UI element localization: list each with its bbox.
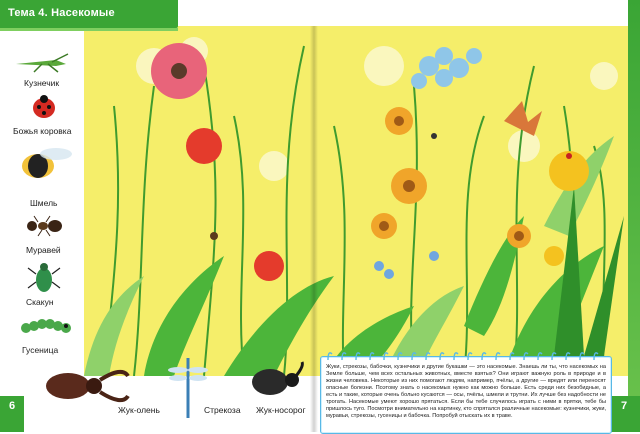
left-page-number: 6	[9, 400, 16, 412]
notebook-spiral	[320, 348, 610, 360]
sidebar-label-tiger-beetle: Скакун	[26, 297, 54, 307]
tiger-beetle-icon	[24, 260, 64, 294]
right-page-border	[628, 0, 640, 432]
bumblebee-icon	[16, 140, 76, 190]
bottom-label-rhino-beetle: Жук-носорог	[256, 405, 306, 415]
page-title: Тема 4. Насекомые	[8, 7, 115, 19]
dragonfly-icon	[168, 352, 208, 422]
rhino-beetle-icon	[244, 360, 308, 400]
page-fold	[310, 26, 318, 432]
meadow-illustration	[84, 26, 628, 376]
sidebar-label-ant: Муравей	[26, 245, 61, 255]
bottom-label-dragonfly: Стрекоза	[204, 405, 241, 415]
intro-paragraph: Жуки, стрекозы, бабочки, кузнечики и другие букашки — это насекомые. Знаешь ли ты, что насекомых на Земле больше, чем всех остальных животных, вместе взятых? Они играют важную роль в природе и в жизни человека. Некоторые из них помогают людям, например, пчёлы, а другие — вредят или переносят опасные болезни. Поэтому знать о насекомых нужно как можно больше. Есть среди них безобидные, а есть и такие, которые очень больно кусаются — осы, пчёлы, шмели и трутни. Их лучше без надобности не трогать. Насекомые умеют хорошо прятаться. Если бы тебе случилось играть с ними в прятки, тебе бы пришлось туго. Посмотри внимательно на картинку, кто спрятался различные насекомые: кузнечики, жуки, муравьи, стрекозы, гусеницы и бабочка. Попробуй отыскать их в траве.	[326, 364, 606, 419]
right-page-corner	[611, 396, 640, 432]
bottom-label-stag-beetle: Жук-олень	[118, 405, 160, 415]
stag-beetle-icon	[32, 362, 132, 408]
sidebar-label-ladybug: Божья коровка	[13, 126, 72, 136]
sidebar-label-bumblebee: Шмель	[30, 198, 58, 208]
grasshopper-icon	[12, 50, 72, 74]
caterpillar-icon	[18, 314, 74, 336]
sidebar-label-caterpillar: Гусеница	[22, 345, 59, 355]
right-page-number: 7	[621, 400, 628, 412]
left-page-corner	[0, 396, 24, 432]
ladybug-icon	[30, 94, 58, 120]
meadow-drawing	[84, 26, 628, 376]
topic-banner	[0, 0, 178, 28]
banner-underline	[0, 28, 178, 31]
sidebar-label-grasshopper: Кузнечик	[24, 78, 60, 88]
ant-icon	[24, 214, 64, 238]
